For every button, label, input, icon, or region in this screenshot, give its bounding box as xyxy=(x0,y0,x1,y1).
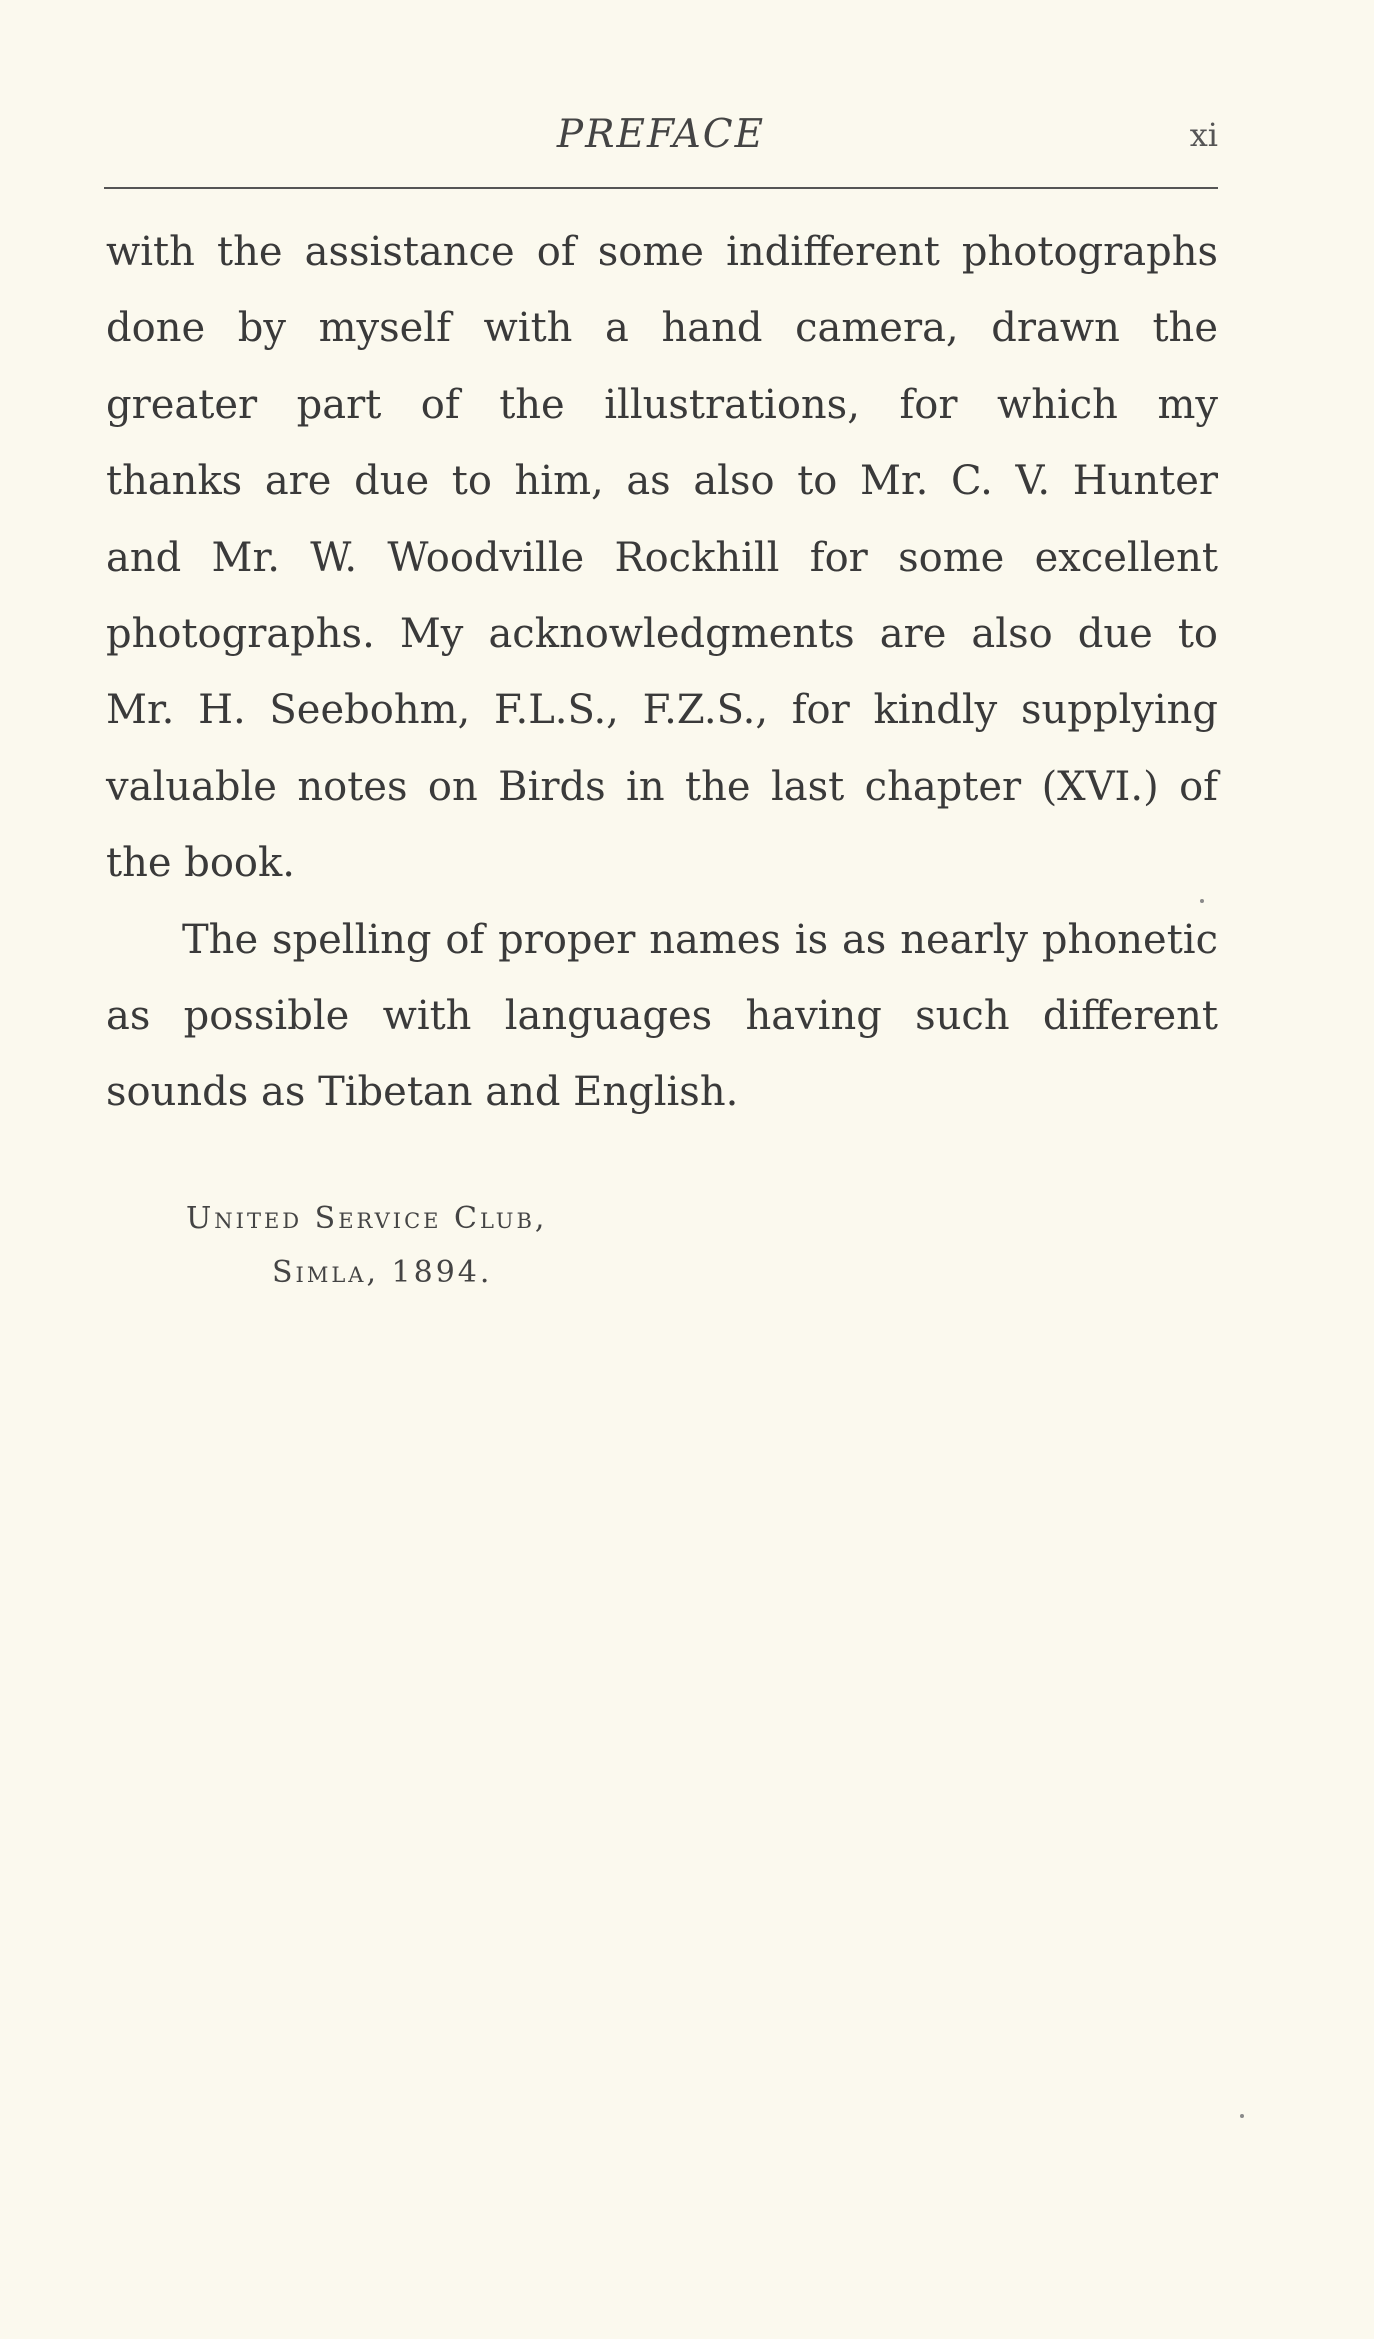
text-line: sounds as Tibetan and English. xyxy=(106,1069,739,1116)
paragraph-1 xyxy=(106,214,1218,902)
running-title: PREFACE xyxy=(556,112,766,157)
body-text xyxy=(106,214,1218,1131)
paragraph-2 xyxy=(106,902,1218,1131)
running-head xyxy=(104,112,1218,170)
signoff xyxy=(186,1192,547,1300)
text-line: as possible with languages having such different xyxy=(106,992,1218,1039)
text-line: and Mr. W. Woodville Rockhill for some excellent xyxy=(106,534,1218,581)
signoff-place: Simla, 1894. xyxy=(272,1255,493,1290)
text-line: thanks are due to him, as also to Mr. C. V. Hunter xyxy=(106,458,1218,505)
header-rule xyxy=(104,187,1218,189)
text-line: The spelling of proper names is as nearly phonetic xyxy=(182,916,1218,963)
page-number: xi xyxy=(1189,116,1218,154)
paper-speck xyxy=(1200,899,1204,903)
text-line: with the assistance of some indifferent photographs xyxy=(106,229,1218,275)
text-line: done by myself with a hand camera, drawn the xyxy=(106,305,1218,352)
text-line: the book. xyxy=(106,840,295,887)
text-line: Mr. H. Seebohm, F.L.S., F.Z.S., for kindly supplying xyxy=(106,687,1218,734)
paper-speck xyxy=(1240,2114,1244,2118)
text-line: photographs. My acknowledgments are also due to xyxy=(106,610,1218,657)
text-line: greater part of the illustrations, for which my xyxy=(106,381,1218,428)
signoff-club: United Service Club, xyxy=(186,1201,548,1236)
text-line: valuable notes on Birds in the last chapter (XVI.) of xyxy=(106,763,1218,810)
